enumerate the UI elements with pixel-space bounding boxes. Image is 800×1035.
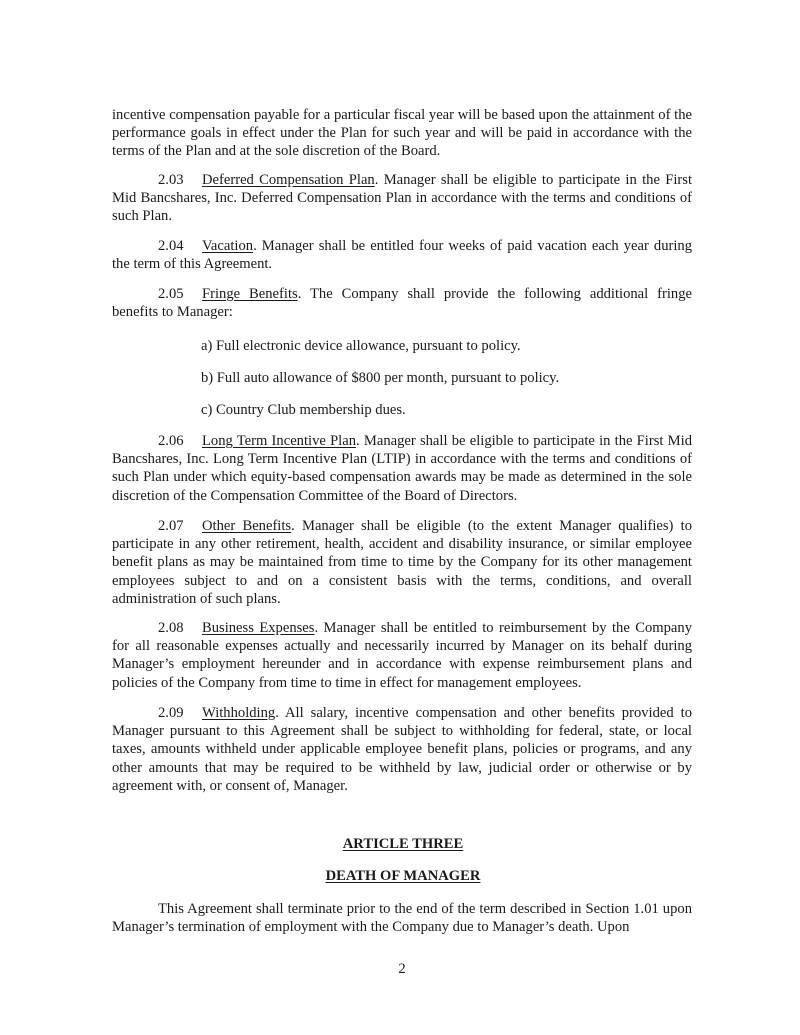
section-number: 2.09 [158,705,184,721]
section-body: . Manager shall be entitled to reimbursement by the Company for all reasonable expenses actually and necessarily incurred by Manager on its behalf during Manager’s employment hereunder and in accordance with expense reimbursement plans and policies of the Company from time to time in effect for management employees. [112,620,692,691]
section-number: 2.07 [158,518,184,534]
section-title: Deferred Compensation Plan [202,172,375,188]
section-title: Other Benefits [202,518,292,534]
fringe-item: c) Country Club membership dues. [201,402,406,418]
section-title: Long Term Incentive Plan [202,433,357,449]
fringe-item: b) Full auto allowance of $800 per month, pursuant to policy. [201,370,560,386]
section-2-09 [112,704,692,795]
section-title: Withholding [202,705,276,721]
fringe-item: a) Full electronic device allowance, pursuant to policy. [201,338,521,354]
section-body: . Manager shall be eligible (to the extent Manager qualifies) to participate in any other retirement, health, accident and disability insurance, or similar employee benefit plans as may be maintained from time to time by the Company for its other management employees subject to and on a consistent basis with the terms, conditions, and overall administration of such plans. [112,518,692,607]
section-body: . All salary, incentive compensation and other benefits provided to Manager pursuant to this Agreement shall be subject to withholding for federal, state, or local taxes, amounts withheld under applicable employee benefit plans, policies or programs, and any other amounts that may be required to be withheld by law, judicial order or otherwise or by agreement with, or consent of, Manager. [112,705,692,794]
section-2-04 [112,237,692,273]
section-2-05 [112,285,692,321]
article-subheading: DEATH OF MANAGER [325,868,481,884]
section-2-08 [112,619,692,692]
section-2-07 [112,517,692,608]
section-number: 2.05 [158,286,184,302]
section-title: Business Expenses [202,620,315,636]
page-number: 2 [398,961,406,977]
section-body: . Manager shall be eligible to participate in the First Mid Bancshares, Inc. Long Term Incentive Plan (LTIP) in accordance with the terms and conditions of such Plan under which equity-based compensation awards may be made as determined in the sole discretion of the Compensation Committee of the Board of Directors. [112,433,692,504]
section-number: 2.06 [158,433,184,449]
closing-paragraph: This Agreement shall terminate prior to the end of the term described in Section 1.01 upon Manager’s termination of employment with the Company due to Manager’s death. Upon [112,901,692,936]
section-body: . Manager shall be eligible to participate in the First Mid Bancshares, Inc. Deferred Compensation Plan in accordance with the terms and conditions of such Plan. [112,172,692,225]
intro-paragraph: incentive compensation payable for a particular fiscal year will be based upon the attainment of the performance goals in effect under the Plan for such year and will be paid in accordance with the terms of the Plan and at the sole discretion of the Board. [112,107,692,160]
section-2-03 [112,171,692,226]
section-title: Fringe Benefits [202,286,298,302]
section-number: 2.03 [158,172,184,188]
section-number: 2.04 [158,238,184,254]
section-body: . Manager shall be entitled four weeks of paid vacation each year during the term of this Agreement. [112,238,692,273]
article-heading: ARTICLE THREE [342,836,464,852]
section-body: . The Company shall provide the following additional fringe benefits to Manager: [112,286,692,321]
section-title: Vacation [202,238,254,254]
section-number: 2.08 [158,620,184,636]
section-2-06 [112,432,692,505]
